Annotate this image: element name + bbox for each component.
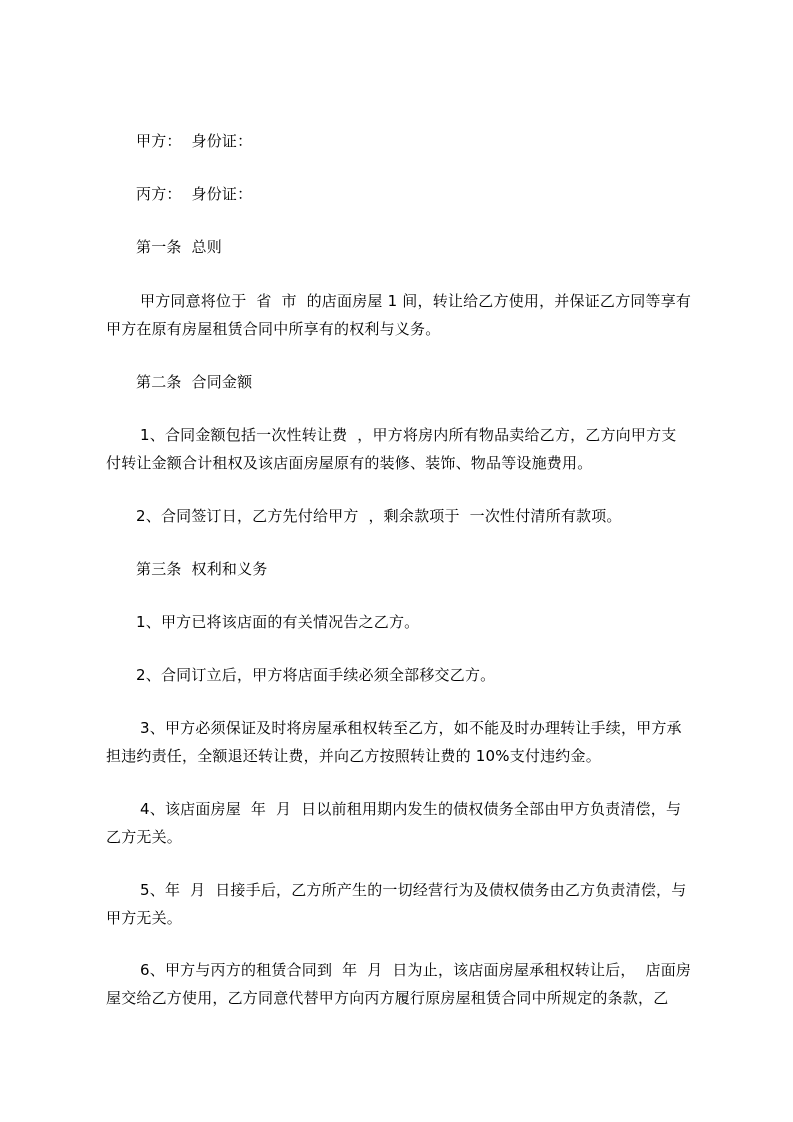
article-3-item-1: 1、甲方已将该店面的有关情况告之乙方。 xyxy=(136,613,420,631)
article-3-item-3-line-2: 担违约责任，全额退还转让费，并向乙方按照转让费的 10%支付违约金。 xyxy=(106,747,601,765)
article-2-item-2: 2、合同签订日，乙方先付给甲方 ，剩余款项于 一次性付清所有款项。 xyxy=(136,507,622,525)
article-2-item-1-line-1: 1、合同金额包括一次性转让费 ，甲方将房内所有物品卖给乙方，乙方向甲方支 xyxy=(140,426,677,444)
article-3-title: 第三条 权利和义务 xyxy=(136,560,268,578)
article-3-item-3-line-1: 3、甲方必须保证及时将房屋承租权转至乙方，如不能及时办理转让手续，甲方承 xyxy=(140,719,682,737)
party-c-line: 丙方： 身份证： xyxy=(136,185,253,203)
article-3-item-4-line-2: 乙方无关。 xyxy=(106,828,183,846)
article-3-item-6-line-2: 屋交给乙方使用，乙方同意代替甲方向丙方履行原房屋租赁合同中所规定的条款，乙 xyxy=(106,989,669,1007)
article-2-title: 第二条 合同金额 xyxy=(136,373,253,391)
article-1-title: 第一条 总则 xyxy=(136,238,222,256)
article-3-item-4-line-1: 4、该店面房屋 年 月 日以前租用期内发生的债权债务全部由甲方负责清偿，与 xyxy=(140,800,682,818)
article-2-item-1-line-2: 付转让金额合计租权及该店面房屋原有的装修、装饰、物品等设施费用。 xyxy=(106,454,593,472)
article-3-item-6-line-1: 6、甲方与丙方的租赁合同到 年 月 日为止，该店面房屋承租权转让后， 店面房 xyxy=(140,961,692,979)
article-1-paragraph-line-1: 甲方同意将位于 省 市 的店面房屋 1 间，转让给乙方使用，并保证乙方同等享有 xyxy=(140,292,692,310)
article-3-item-5-line-2: 甲方无关。 xyxy=(106,909,183,927)
article-1-paragraph-line-2: 甲方在原有房屋租赁合同中所享有的权利与义务。 xyxy=(106,320,441,338)
article-3-item-5-line-1: 5、年 月 日接手后，乙方所产生的一切经营行为及债权债务由乙方负责清偿，与 xyxy=(140,881,687,899)
party-a-line: 甲方： 身份证： xyxy=(136,132,253,150)
article-3-item-2: 2、合同订立后，甲方将店面手续必须全部移交乙方。 xyxy=(136,666,496,684)
